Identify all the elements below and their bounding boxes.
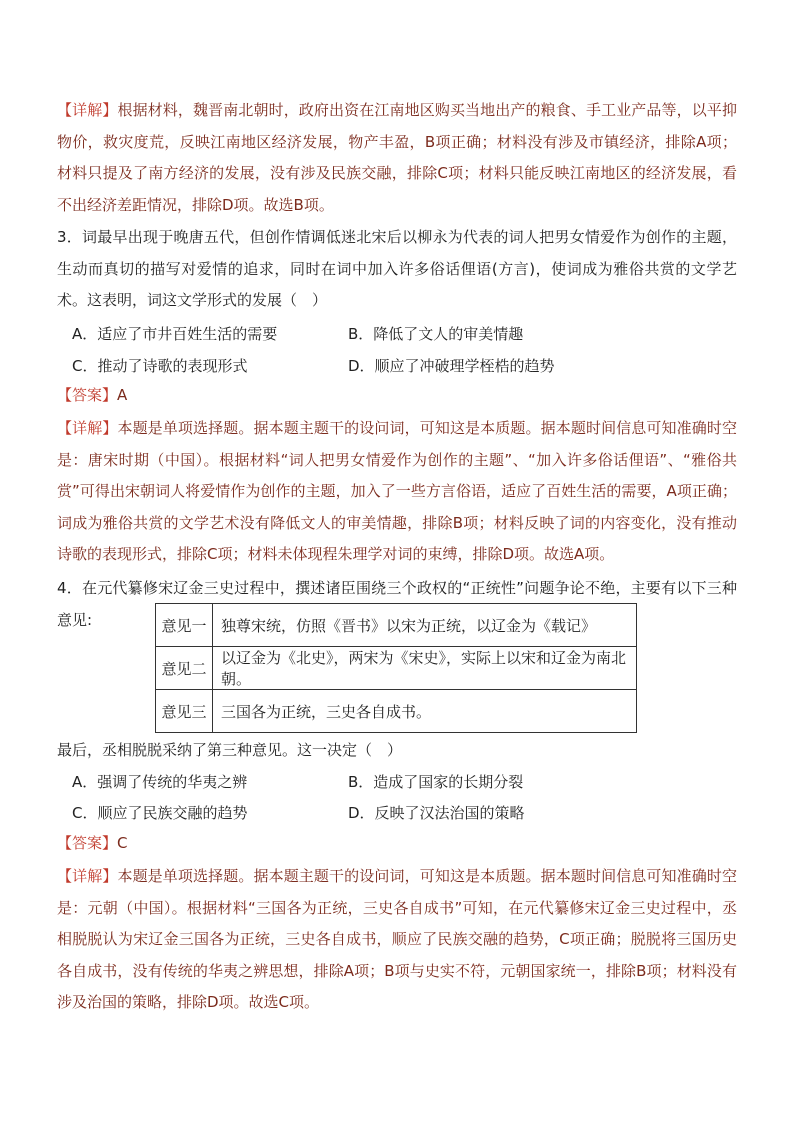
opinions-table	[155, 603, 637, 733]
opinion-label: 意见三	[156, 690, 213, 733]
table-row	[156, 604, 637, 647]
opinion-label: 意见一	[156, 604, 213, 647]
opinion-text: 三国各为正统，三史各自成书。	[213, 690, 637, 733]
q4-detail	[57, 861, 737, 1019]
q4-answer	[57, 828, 737, 860]
table-row	[156, 647, 637, 690]
q3-option-c: C．推动了诗歌的表现形式	[72, 357, 248, 375]
q3-option-b: B．降低了文人的审美情趣	[348, 325, 524, 343]
detail-tag: 【详解】	[57, 419, 118, 437]
question-4-stem: 4．在元代纂修宋辽金三史过程中，撰述诸臣围绕三个政权的“正统性”问题争论不绝，主要有以下三种意见:	[57, 579, 737, 629]
q4-followup: 最后，丞相脱脱采纳了第三种意见。这一决定（ ）	[57, 741, 403, 759]
q4-option-d: D．反映了汉法治国的策略	[348, 804, 525, 822]
answer-value: A	[117, 386, 128, 404]
opinion-label: 意见二	[156, 647, 213, 690]
q3-option-a: A．适应了市井百姓生活的需要	[72, 325, 278, 343]
detail-tag: 【详解】	[57, 101, 118, 119]
detail-text: 本题是单项选择题。据本题主题干的设问词，可知这是本质题。据本题时间信息可知准确时空是：唐宋时期（中国）。根据材料“词人把男女情爱作为创作的主题”、“加入许多俗话俚语”、“雅俗共赏”可得出宋朝词人将爱情作为创作的主题，加入了一些方言俗语，适应了百姓生活的需要，A项正确；词成为雅俗共赏的文学艺术没有降低文人的审美情趣，排除B项；材料反映了词的内容变化，没有推动诗歌的表现形式，排除C项；材料未体现程朱理学对词的束缚，排除D项。故选A项。	[57, 419, 737, 563]
table-row	[156, 690, 637, 733]
detail-text: 根据材料，魏晋南北朝时，政府出资在江南地区购买当地出产的粮食、手工业产品等，以平抑物价，救灾度荒，反映江南地区经济发展，物产丰盈，B项正确；材料没有涉及市镇经济，排除A项；材料只提及了南方经济的发展，没有涉及民族交融，排除C项；材料只能反映江南地区的经济发展，看不出经济差距情况，排除D项。故选B项。	[57, 101, 737, 214]
question-3-stem: 3．词最早出现于晚唐五代，但创作情调低迷北宋后以柳永为代表的词人把男女情爱作为创作的主题，生动而真切的描写对爱情的追求，同时在词中加入许多俗话俚语(方言)，使词成为雅俗共赏的文学艺术。这表明，词这文学形式的发展（ ）	[57, 228, 737, 309]
detail-text: 本题是单项选择题。据本题主题干的设问词，可知这是本质题。据本题时间信息可知准确时空是：元朝（中国）。根据材料“三国各为正统，三史各自成书”可知，在元代纂修宋辽金三史过程中，丞相脱脱认为宋辽金三国各为正统，三史各自成书，顺应了民族交融的趋势，C项正确；脱脱将三国历史各自成书，没有传统的华夷之辨思想，排除A项；B项与史实不符，元朝国家统一，排除B项；材料没有涉及治国的策略，排除D项。故选C项。	[57, 867, 737, 1011]
q4-option-b: B．造成了国家的长期分裂	[348, 773, 524, 791]
detail-tag: 【详解】	[57, 867, 118, 885]
q4-option-a: A．强调了传统的华夷之辨	[72, 773, 248, 791]
answer-value: C	[117, 834, 128, 852]
opinion-text: 以辽金为《北史》，两宋为《宋史》，实际上以宋和辽金为南北朝。	[213, 647, 637, 690]
q3-answer	[57, 380, 737, 412]
q3-option-d: D．顺应了冲破理学桎梏的趋势	[348, 357, 555, 375]
q4-option-c: C．顺应了民族交融的趋势	[72, 804, 248, 822]
opinion-text: 独尊宋统，仿照《晋书》以宋为正统，以辽金为《载记》	[213, 604, 637, 647]
answer-tag: 【答案】	[57, 386, 118, 404]
q3-detail	[57, 413, 737, 571]
detail-paragraph-q2	[57, 95, 737, 221]
answer-tag: 【答案】	[57, 834, 118, 852]
